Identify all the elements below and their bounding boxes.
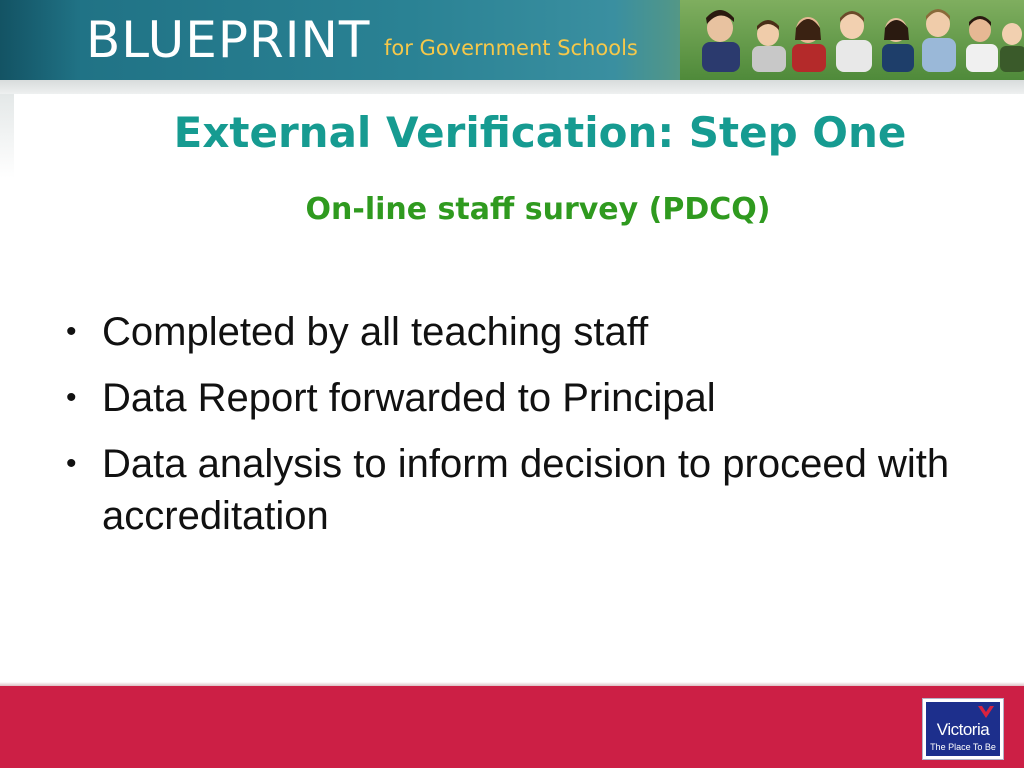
bullet-item [60,372,990,424]
bullet-item [60,306,990,358]
students-photo-icon [680,0,1024,80]
bullet-icon: • [66,315,77,348]
slide-subtitle: On-line staff survey (PDCQ) [305,192,771,227]
victoria-logo-tagline: The Place To Be [930,742,996,752]
victoria-logo-box [926,702,1000,756]
bullet-list [60,306,990,556]
victoria-logo [922,698,1004,760]
victoria-logo-name: Victoria [936,720,990,739]
bullet-text: Data analysis to inform decision to proceed with accreditation [102,442,950,538]
blueprint-logo-text: BLUEPRINT [86,11,371,69]
bullet-icon: • [66,447,77,480]
slide-title: External Verification: Step One [173,108,907,157]
footer-bar [0,686,1024,768]
header-banner [0,0,1024,80]
banner-shade [0,0,80,80]
banner-underline [0,80,1024,94]
bullet-text: Data Report forwarded to Principal [102,376,716,420]
banner-tagline: for Government Schools [384,36,638,60]
bullet-text: Completed by all teaching staff [102,310,649,354]
bullet-item [60,438,990,542]
bullet-icon: • [66,381,77,414]
victoria-mark-icon [976,704,996,720]
